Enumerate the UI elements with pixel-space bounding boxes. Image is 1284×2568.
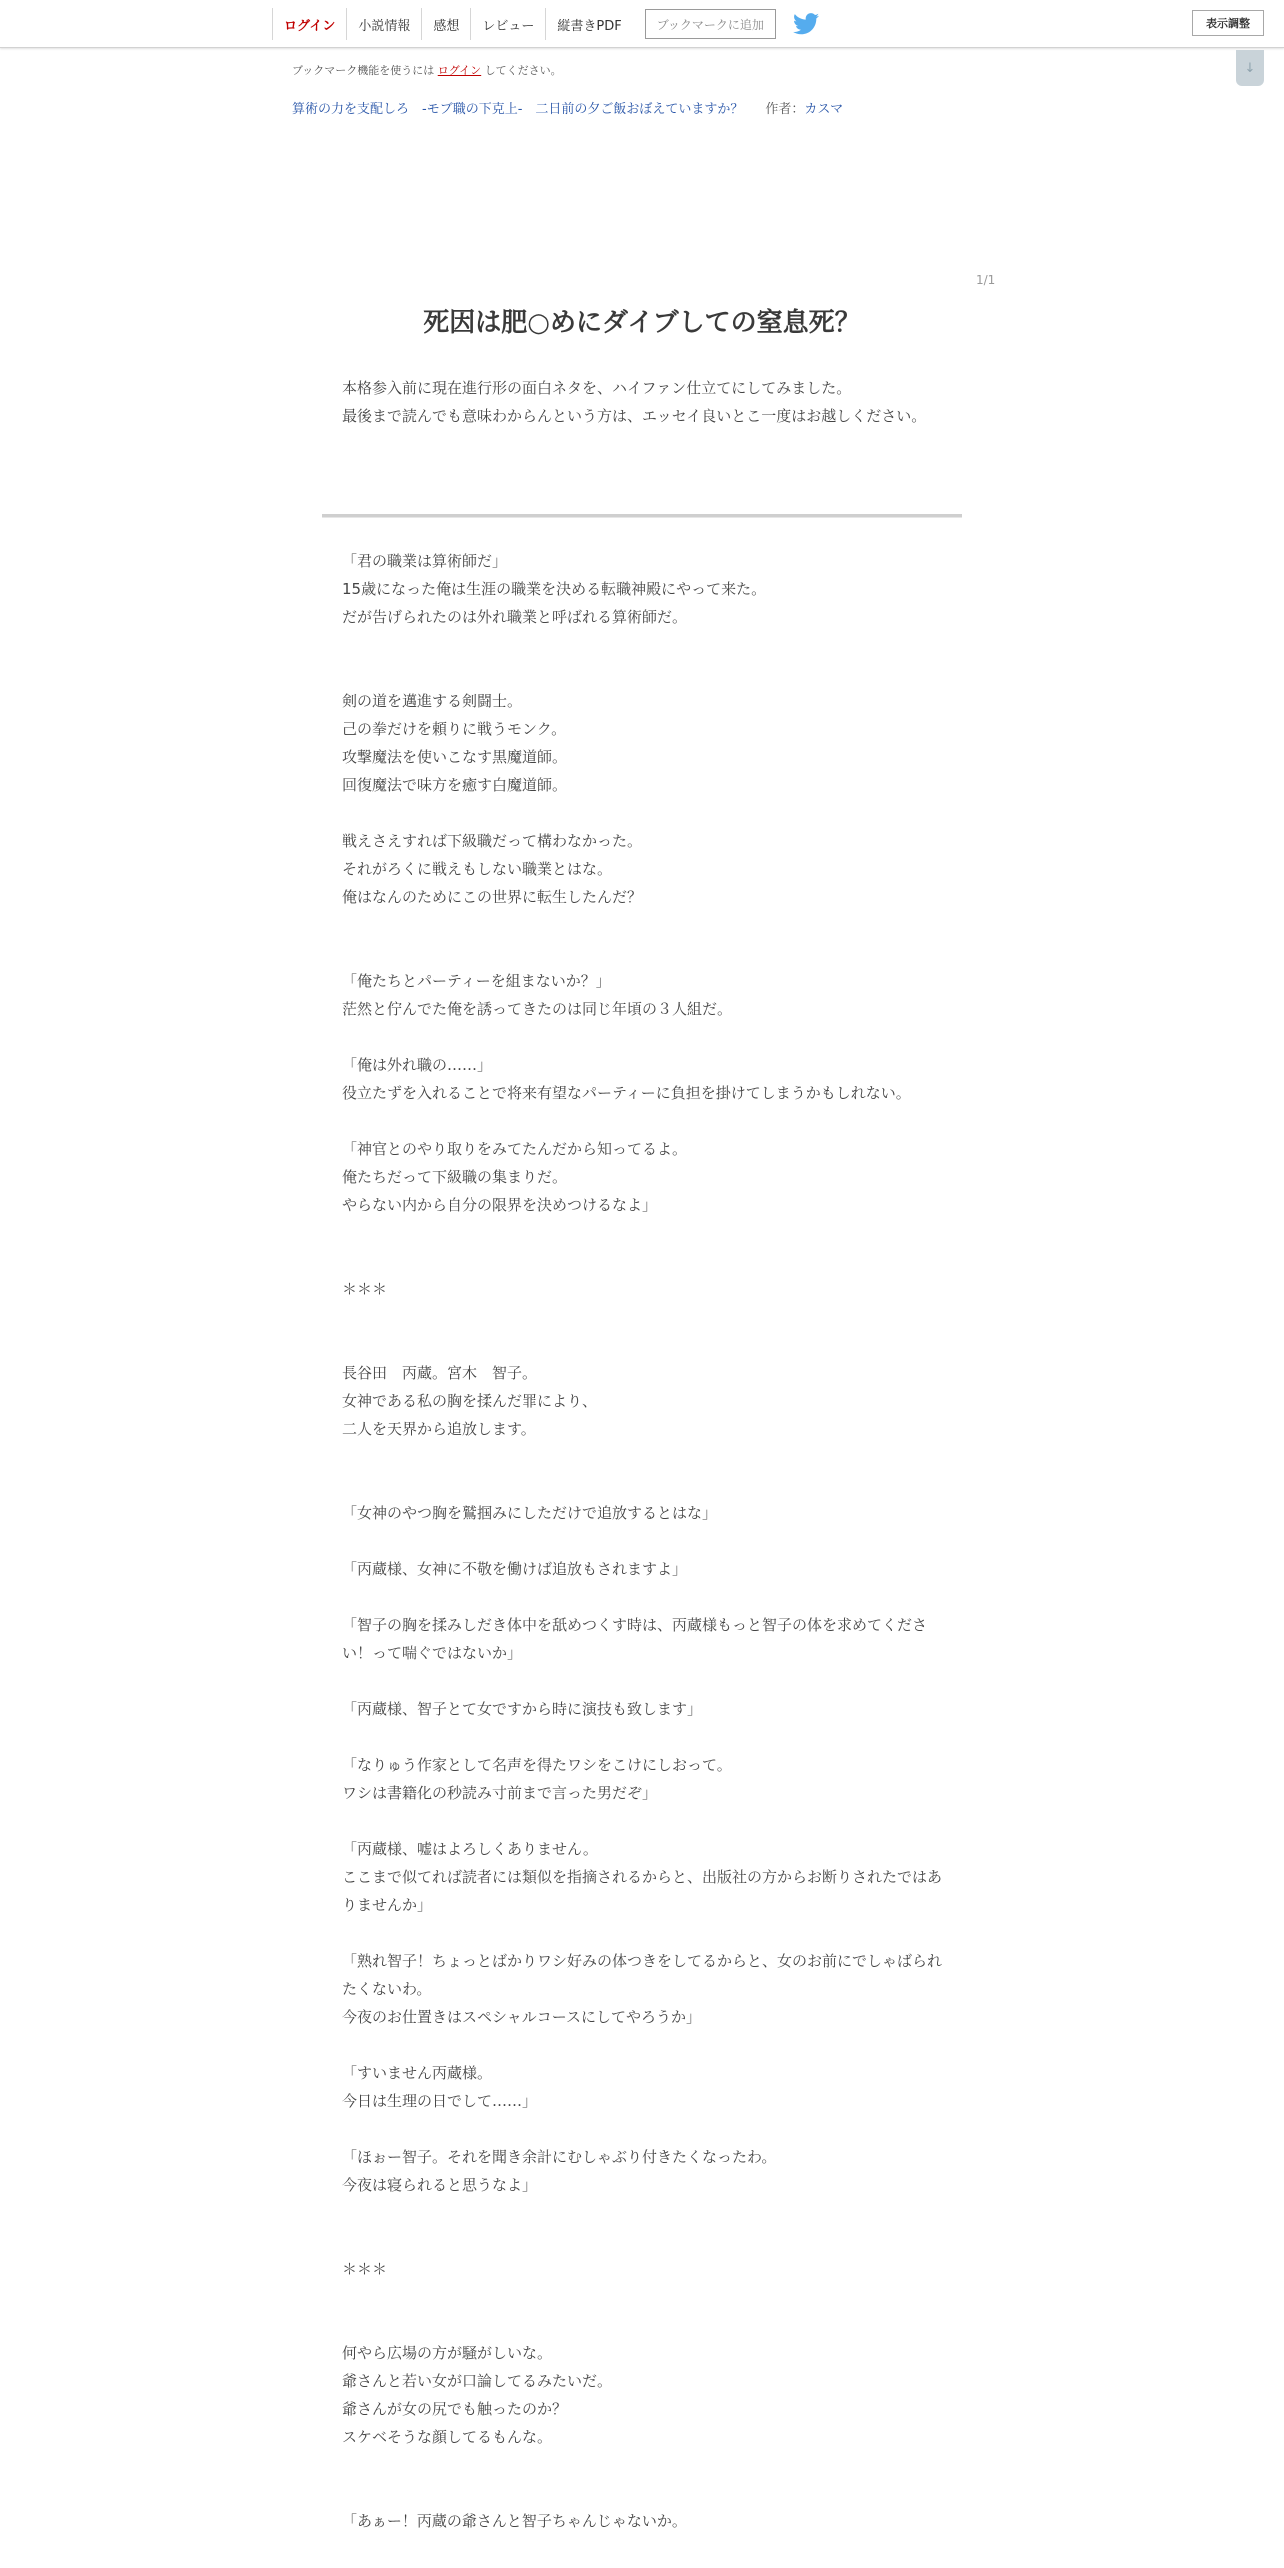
body-line	[342, 1303, 942, 1331]
body-line	[342, 2479, 942, 2507]
preface-line: 本格参入前に現在進行形の面白ネタを、ハイファン仕立てにしてみました。	[342, 379, 852, 397]
body-line: やらない内から自分の限界を決めつけるなよ」	[342, 1196, 658, 1214]
novel-info-link[interactable]: 小説情報	[346, 8, 421, 40]
body-line	[342, 2031, 942, 2059]
body-line	[342, 1919, 942, 1947]
body-line: 爺さんが女の尻でも触ったのか？	[342, 2400, 568, 2418]
body-line	[342, 1583, 942, 1611]
twitter-icon[interactable]	[793, 13, 819, 35]
notice-prefix: ブックマーク機能を使うには	[292, 64, 438, 77]
body-line: 「丙蔵様、智子とて女ですから時に演技も致します」	[342, 1700, 703, 1718]
bookmark-login-notice	[292, 62, 562, 78]
body-line	[342, 1471, 942, 1499]
body-line: 「丙蔵様、女神に不敬を働けば追放もされますよ」	[342, 1560, 688, 1578]
body-line	[342, 1443, 942, 1471]
body-line: 「女神のやつ胸を鷲掴みにしただけで追放するとはな」	[342, 1504, 718, 1522]
body-line	[342, 659, 942, 687]
body-line	[342, 631, 942, 659]
body-line	[342, 1331, 942, 1359]
body-line	[342, 2451, 942, 2479]
novel-body	[342, 547, 942, 2535]
body-line	[342, 939, 942, 967]
body-line: 剣の道を邁進する剣闘士。	[342, 692, 523, 710]
body-line	[342, 2311, 942, 2339]
body-line	[342, 1807, 942, 1835]
body-line	[342, 1247, 942, 1275]
body-line: 今夜のお仕置きはスペシャルコースにしてやろうか」	[342, 2008, 701, 2026]
body-line: 己の拳だけを頼りに戦うモンク。	[342, 720, 567, 738]
body-line: 「君の職業は算術師だ」	[342, 552, 508, 570]
review-link[interactable]: レビュー	[470, 8, 545, 40]
body-line	[342, 2115, 942, 2143]
body-line: 長谷田 丙蔵。宮木 智子。	[342, 1364, 538, 1382]
novel-title: 死因は肥○めにダイブしての窒息死？	[423, 308, 861, 338]
body-line: 「俺は外れ職の……」	[342, 1056, 493, 1074]
body-line	[342, 1723, 942, 1751]
body-line: 「ほぉー智子。それを聞き余計にむしゃぶり付きたくなったわ。	[342, 2148, 777, 2166]
body-line	[342, 1667, 942, 1695]
body-line: 「神官とのやり取りをみてたんだから知ってるよ。	[342, 1140, 688, 1158]
body-line: 「俺たちとパーティーを組まないか？」	[342, 972, 611, 990]
add-bookmark-button[interactable]: ブックマークに追加	[645, 9, 776, 39]
notice-login-link[interactable]: ログイン	[437, 64, 482, 77]
body-line: 俺はなんのためにこの世界に転生したんだ？	[342, 888, 643, 906]
series-breadcrumb	[292, 98, 843, 117]
body-line: 「智子の胸を揉みしだき体中を舐めつくす時は、丙蔵様もっと智子の体を求めてください！って喘ぐではないか」	[342, 1616, 928, 1662]
body-line: 役立たずを入れることで将来有望なパーティーに負担を掛けてしまうかもしれない。	[342, 1084, 911, 1102]
body-line: 「丙蔵様、嘘はよろしくありません。	[342, 1840, 598, 1858]
notice-suffix: してください。	[481, 64, 562, 77]
body-line: 回復魔法で味方を癒す白魔道師。	[342, 776, 568, 794]
series-title-link[interactable]: 算術の力を支配しろ -モブ職の下克上- 二日前の夕ご飯おぼえていますか？	[292, 102, 744, 117]
body-line: 「なりゅう作家として名声を得たワシをこけにしおって。	[342, 1756, 732, 1774]
author-label: 作者：	[765, 102, 805, 117]
body-line: 「熟れ智子！ちょっとばかりワシ好みの体つきをしてるからと、女のお前にでしゃばられたくないわ。	[342, 1952, 943, 1998]
body-line: 今日は生理の日でして……」	[342, 2092, 538, 2110]
scroll-down-tab[interactable]: ↓	[1236, 50, 1264, 86]
body-line: 何やら広場の方が騒がしいな。	[342, 2344, 553, 2362]
top-header-bar	[0, 0, 1284, 48]
display-settings-button[interactable]: 表示調整	[1192, 10, 1264, 36]
body-line	[342, 1107, 942, 1135]
body-line: 「あぁー！丙蔵の爺さんと智子ちゃんじゃないか。	[342, 2512, 687, 2530]
body-line	[342, 1023, 942, 1051]
body-line: だが告げられたのは外れ職業と呼ばれる算術師だ。	[342, 608, 688, 626]
body-line: ＊＊＊	[342, 2260, 388, 2278]
body-line: それがろくに戦えもしない職業とはな。	[342, 860, 613, 878]
body-line: 「すいません丙蔵様。	[342, 2064, 493, 2082]
body-line: 戦えさえすれば下級職だって構わなかった。	[342, 832, 643, 850]
body-line: 二人を天界から追放します。	[342, 1420, 536, 1438]
body-line	[342, 799, 942, 827]
body-line	[342, 2227, 942, 2255]
impressions-link[interactable]: 感想	[421, 8, 470, 40]
body-line: 女神である私の胸を揉んだ罪により、	[342, 1392, 598, 1410]
body-line: 茫然と佇んでた俺を誘ってきたのは同じ年頃の３人組だ。	[342, 1000, 733, 1018]
body-line: スケベそうな顔してるもんな。	[342, 2428, 553, 2446]
body-line: 今夜は寝られると思うなよ」	[342, 2176, 538, 2194]
body-line: ＊＊＊	[342, 1280, 388, 1298]
body-line	[342, 2199, 942, 2227]
author-link[interactable]: カスマ	[804, 102, 844, 117]
twitter-bird-icon	[793, 13, 819, 35]
novel-preface	[342, 374, 942, 430]
body-line: 爺さんと若い女が口論してるみたいだ。	[342, 2372, 613, 2390]
body-line: ここまで似てれば読者には類似を指摘されるからと、出版社の方からお断りされたではありませんか」	[342, 1868, 943, 1914]
body-line	[342, 1527, 942, 1555]
body-line	[342, 1219, 942, 1247]
page-number: 1/1	[976, 273, 996, 287]
body-line: 15歳になった俺は生涯の職業を決める転職神殿にやって来た。	[342, 580, 767, 598]
body-line	[342, 2283, 942, 2311]
header-nav	[272, 8, 819, 40]
section-divider	[322, 514, 962, 518]
body-line: 俺たちだって下級職の集まりだ。	[342, 1168, 568, 1186]
preface-line: 最後まで読んでも意味わからんという方は、エッセイ良いとこ一度はお越しください。	[342, 407, 927, 425]
body-line: ワシは書籍化の秒読み寸前まで言った男だぞ」	[342, 1784, 658, 1802]
body-line	[342, 911, 942, 939]
login-link[interactable]: ログイン	[272, 8, 346, 40]
vertical-pdf-link[interactable]: 縦書きPDF	[545, 8, 632, 40]
body-line: 攻撃魔法を使いこなす黒魔道師。	[342, 748, 568, 766]
